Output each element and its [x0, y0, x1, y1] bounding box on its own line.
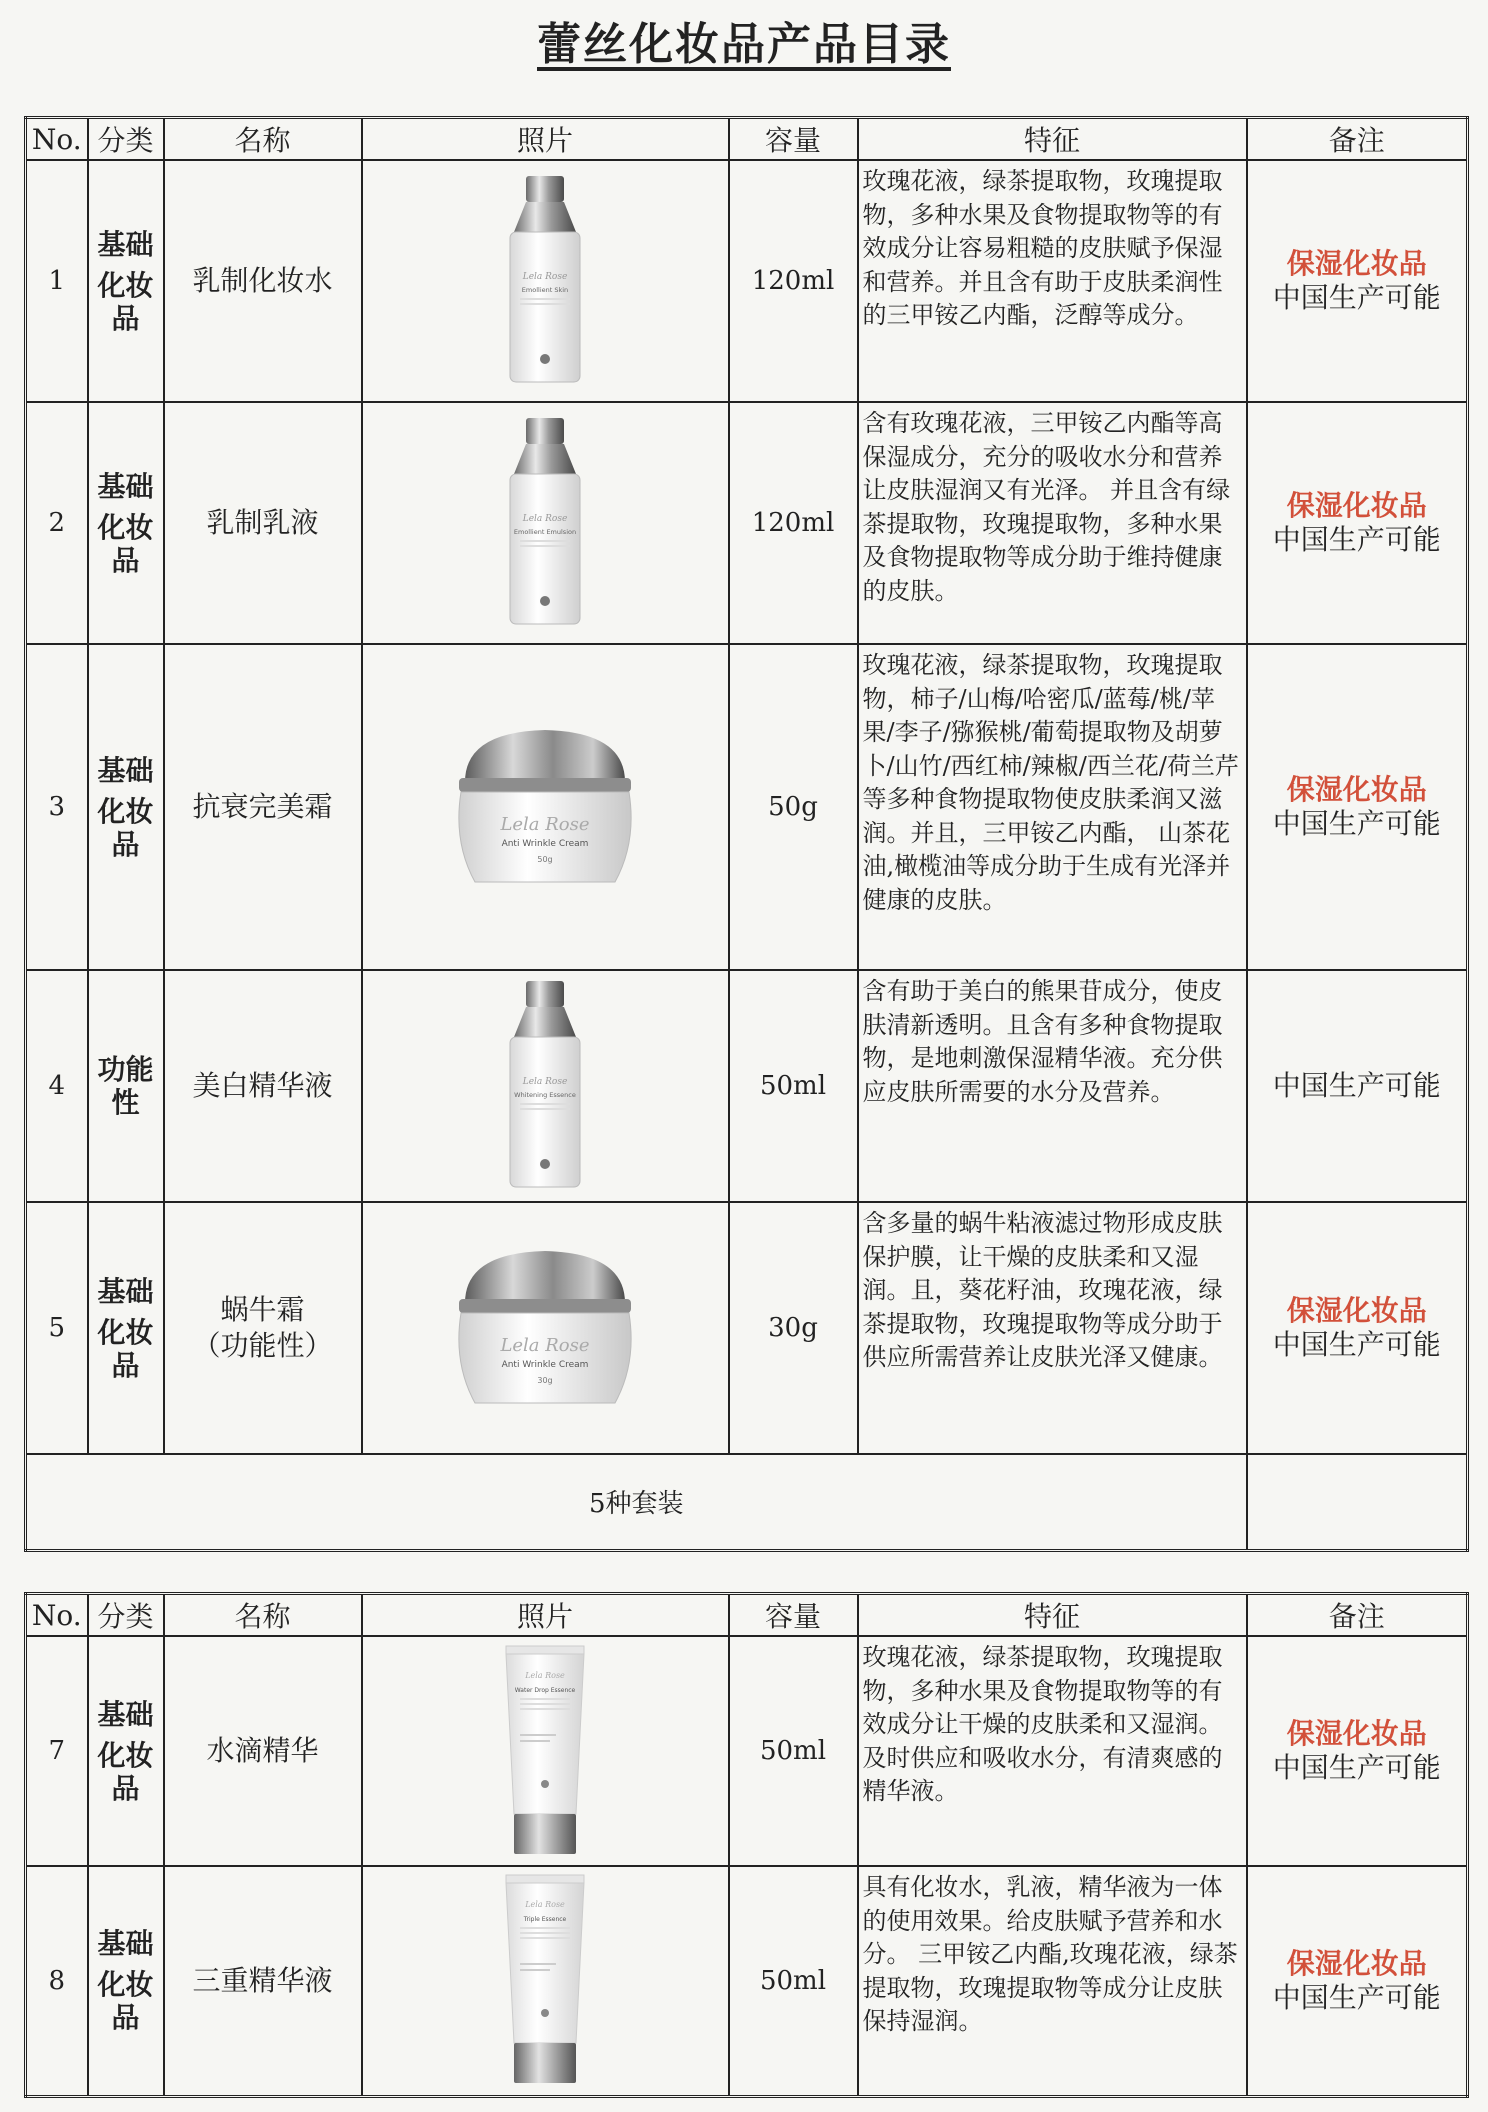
remark-moisturizing: 保湿化妆品 — [1286, 489, 1427, 522]
product-name: 乳制乳液 — [206, 506, 319, 539]
product-features: 具有化妆水，乳液，精华液为一体的使用效果。给皮肤赋予营养和水分。 三甲铵乙内酯,玫瑰花液，绿茶提取物，玫瑰提取物等成分让皮肤保持湿润。 — [858, 1866, 1247, 2096]
jar-image — [445, 1243, 645, 1413]
product-name-cell — [164, 970, 362, 1202]
svg-text:Lela Rose: Lela Rose — [525, 1900, 565, 1910]
product-name-cell — [164, 402, 362, 644]
set-label: 5种套装 — [26, 1454, 1247, 1550]
table-row — [26, 644, 1468, 970]
svg-text:Lela Rose: Lela Rose — [500, 814, 590, 835]
remark-china-production: 中国生产可能 — [1272, 281, 1441, 314]
product-no: 8 — [26, 1866, 88, 2096]
product-volume: 30g — [729, 1202, 858, 1454]
tube-image — [500, 1644, 590, 1859]
product-name-cell — [164, 644, 362, 970]
table-header-row — [26, 1594, 1468, 1637]
tube-image — [500, 1873, 590, 2088]
svg-text:Lela Rose: Lela Rose — [525, 1670, 565, 1680]
header-remarks: 备注 — [1247, 1594, 1468, 1637]
table-row — [26, 402, 1468, 644]
product-remarks — [1247, 644, 1468, 970]
product-table-1 — [24, 116, 1469, 1552]
remark-moisturizing: 保湿化妆品 — [1286, 1717, 1427, 1750]
page-title: 蕾丝化妆品产品目录 — [537, 19, 951, 70]
header-category: 分类 — [88, 118, 164, 161]
svg-text:50g: 50g — [537, 855, 553, 864]
category-line-2: 化妆品 — [97, 510, 154, 577]
product-category — [88, 1866, 164, 2096]
remark-china-production: 中国生产可能 — [1272, 807, 1441, 840]
bottle-image — [490, 174, 600, 389]
product-name-cell — [164, 1866, 362, 2096]
svg-text:Whitening Essence: Whitening Essence — [514, 1090, 576, 1099]
product-category — [88, 644, 164, 970]
product-category — [88, 402, 164, 644]
product-name: 乳制化妆水 — [192, 264, 333, 297]
header-remarks: 备注 — [1247, 118, 1468, 161]
category-line-1: 基础 — [97, 227, 154, 261]
header-name: 名称 — [164, 118, 362, 161]
product-features: 玫瑰花液，绿茶提取物，玫瑰提取物，多种水果及食物提取物等的有效成分让容易粗糙的皮肤赋予保湿和营养。并且含有助于皮肤柔润性的三甲铵乙内酯，泛醇等成分。 — [858, 160, 1247, 402]
category-line-2: 化妆品 — [97, 794, 154, 861]
category-line-1: 功能性 — [97, 1053, 154, 1119]
product-remarks — [1247, 1866, 1468, 2096]
product-features: 含有助于美白的熊果苷成分，使皮肤清新透明。且含有多种食物提取物，是地刺激保湿精华液。充分供应皮肤所需要的水分及营养。 — [858, 970, 1247, 1202]
header-no: No. — [26, 1594, 88, 1637]
remark-china-production: 中国生产可能 — [1272, 1751, 1441, 1784]
product-volume: 50g — [729, 644, 858, 970]
product-photo — [362, 402, 729, 644]
svg-text:Lela Rose: Lela Rose — [522, 513, 568, 524]
table-row — [26, 1636, 1468, 1866]
header-photo: 照片 — [362, 1594, 729, 1637]
remark-moisturizing: 保湿化妆品 — [1286, 773, 1427, 806]
header-volume: 容量 — [729, 1594, 858, 1637]
category-line-1: 基础 — [97, 1927, 154, 1961]
svg-text:Emollient Skin: Emollient Skin — [521, 285, 569, 294]
svg-text:Emollient Emulsion: Emollient Emulsion — [513, 527, 577, 536]
product-category — [88, 1202, 164, 1454]
category-line-1: 基础 — [97, 469, 154, 503]
svg-text:Lela Rose: Lela Rose — [522, 1076, 568, 1087]
product-name-sub: （功能性） — [192, 1329, 333, 1362]
remark-moisturizing: 保湿化妆品 — [1286, 247, 1427, 280]
product-category — [88, 970, 164, 1202]
table-row — [26, 1202, 1468, 1454]
table-header-row — [26, 118, 1468, 161]
category-line-1: 基础 — [97, 753, 154, 787]
header-features: 特征 — [858, 1594, 1247, 1637]
product-no: 3 — [26, 644, 88, 970]
product-photo — [362, 1866, 729, 2096]
product-volume: 120ml — [729, 160, 858, 402]
product-remarks — [1247, 1636, 1468, 1866]
product-volume: 50ml — [729, 1636, 858, 1866]
header-features: 特征 — [858, 118, 1247, 161]
table-row — [26, 160, 1468, 402]
header-no: No. — [26, 118, 88, 161]
product-features: 玫瑰花液，绿茶提取物，玫瑰提取物，多种水果及食物提取物等的有效成分让干燥的皮肤柔和又湿润。及时供应和吸收水分，有清爽感的精华液。 — [858, 1636, 1247, 1866]
product-features: 玫瑰花液，绿茶提取物，玫瑰提取物，柿子/山梅/哈密瓜/蓝莓/桃/苹果/李子/猕猴桃/葡萄提取物及胡萝卜/山竹/西红柿/辣椒/西兰花/荷兰芹 等多种食物提取物使皮肤柔润又滋润。并且，三甲铵乙内酯， 山茶花油,橄榄油等成分助于生成有光泽并健康的皮肤。 — [858, 644, 1247, 970]
category-line-2: 化妆品 — [97, 1738, 154, 1805]
product-name-cell — [164, 1636, 362, 1866]
product-table-2 — [24, 1592, 1469, 2098]
product-remarks — [1247, 402, 1468, 644]
category-line-2: 化妆品 — [97, 1315, 154, 1382]
header-photo: 照片 — [362, 118, 729, 161]
table-row — [26, 1866, 1468, 2096]
product-category — [88, 160, 164, 402]
bottle-image — [490, 979, 600, 1194]
product-no: 1 — [26, 160, 88, 402]
header-name: 名称 — [164, 1594, 362, 1637]
table-row — [26, 970, 1468, 1202]
product-features: 含多量的蜗牛粘液滤过物形成皮肤保护膜，让干燥的皮肤柔和又湿润。且，葵花籽油，玫瑰花液，绿茶提取物，玫瑰提取物等成分助于供应所需营养让皮肤光泽又健康。 — [858, 1202, 1247, 1454]
set-remark — [1247, 1454, 1468, 1550]
product-volume: 50ml — [729, 970, 858, 1202]
product-no: 4 — [26, 970, 88, 1202]
product-no: 5 — [26, 1202, 88, 1454]
header-category: 分类 — [88, 1594, 164, 1637]
category-line-2: 化妆品 — [97, 1968, 154, 2035]
remark-china-production: 中国生产可能 — [1272, 1069, 1441, 1102]
svg-text:Anti Wrinkle Cream: Anti Wrinkle Cream — [501, 1360, 589, 1370]
product-name: 三重精华液 — [192, 1963, 333, 1997]
product-volume: 50ml — [729, 1866, 858, 2096]
remark-china-production: 中国生产可能 — [1272, 1980, 1441, 2014]
product-photo — [362, 1202, 729, 1454]
product-remarks — [1247, 1202, 1468, 1454]
product-features: 含有玫瑰花液，三甲铵乙内酯等高保湿成分，充分的吸收水分和营养让皮肤湿润又有光泽。 并且含有绿茶提取物，玫瑰提取物，多种水果及食物提取物等成分助于维持健康的皮肤。 — [858, 402, 1247, 644]
product-category — [88, 1636, 164, 1866]
product-name: 美白精华液 — [192, 1069, 333, 1102]
product-photo — [362, 160, 729, 402]
header-volume: 容量 — [729, 118, 858, 161]
remark-moisturizing: 保湿化妆品 — [1286, 1946, 1427, 1980]
category-line-1: 基础 — [97, 1274, 154, 1308]
svg-text:30g: 30g — [537, 1376, 553, 1385]
category-line-2: 化妆品 — [97, 268, 154, 335]
svg-text:Anti Wrinkle Cream: Anti Wrinkle Cream — [501, 839, 589, 849]
jar-image — [445, 722, 645, 892]
product-name: 水滴精华 — [206, 1734, 319, 1767]
category-line-1: 基础 — [97, 1697, 154, 1731]
remark-china-production: 中国生产可能 — [1272, 523, 1441, 556]
product-name-cell — [164, 160, 362, 402]
product-photo — [362, 644, 729, 970]
product-name-cell — [164, 1202, 362, 1454]
product-no: 2 — [26, 402, 88, 644]
remark-china-production: 中国生产可能 — [1272, 1328, 1441, 1361]
product-remarks — [1247, 970, 1468, 1202]
product-no: 7 — [26, 1636, 88, 1866]
svg-text:Lela Rose: Lela Rose — [500, 1335, 590, 1356]
svg-text:Water Drop Essence: Water Drop Essence — [514, 1686, 576, 1694]
product-photo — [362, 1636, 729, 1866]
svg-text:Triple Essence: Triple Essence — [523, 1916, 567, 1924]
product-name: 抗衰完美霜 — [192, 790, 333, 823]
product-remarks — [1247, 160, 1468, 402]
product-name: 蜗牛霜 — [220, 1293, 305, 1326]
product-photo — [362, 970, 729, 1202]
set-row — [26, 1454, 1468, 1550]
product-volume: 120ml — [729, 402, 858, 644]
svg-text:Lela Rose: Lela Rose — [522, 271, 568, 282]
bottle-image — [490, 416, 600, 631]
remark-moisturizing: 保湿化妆品 — [1286, 1294, 1427, 1327]
